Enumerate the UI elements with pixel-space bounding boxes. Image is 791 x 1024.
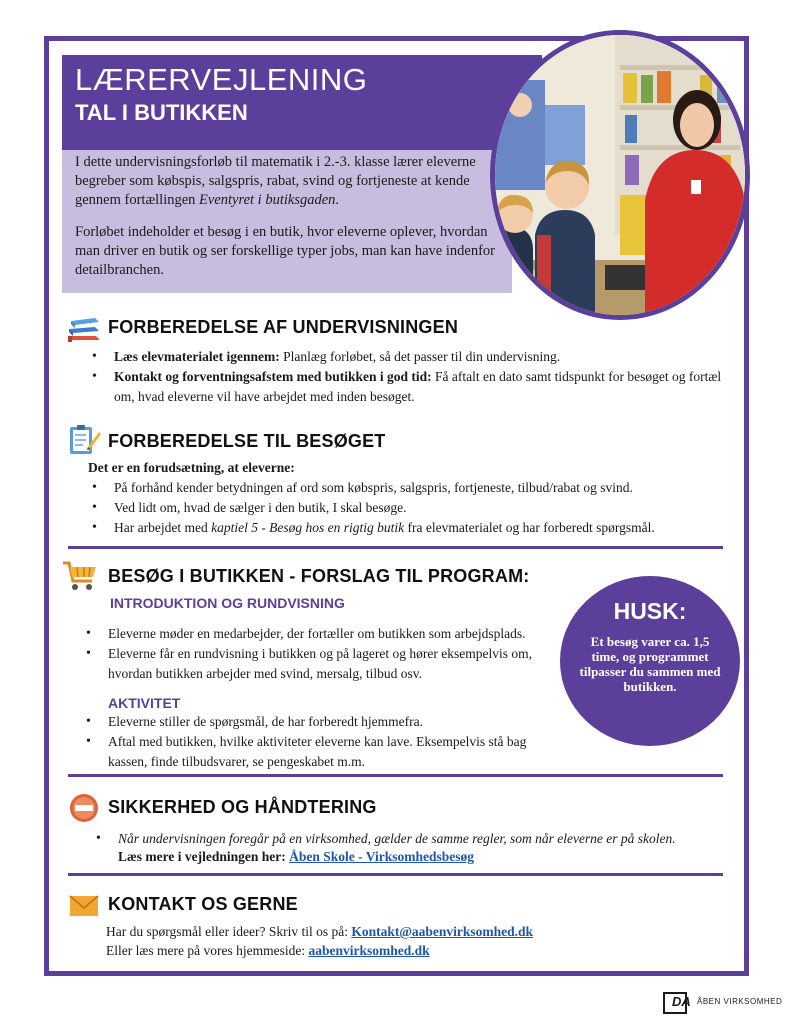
contact-line-1: Har du spørgsmål eller ideer? Skriv til os på: Kontakt@aabenvirksomhed.dk xyxy=(106,924,534,939)
guide-link[interactable]: Åben Skole - Virksomhedsbesøg xyxy=(289,849,475,864)
shopping-cart-icon xyxy=(62,560,98,592)
reminder-badge xyxy=(560,576,740,746)
clipboard-icon xyxy=(66,423,102,455)
activity-list xyxy=(80,712,558,772)
list-item: • Aftal med butikken, hvilke aktiviteter eleverne kan lave. Eksempelvis stå bag kassen, finde tilbudsvarer, se pengeskabet m.m. xyxy=(80,732,558,771)
page-title: LÆRERVEJLENING xyxy=(75,62,368,97)
intro-paragraph-2: Forløbet indeholder et besøg i en butik, hvor eleverne oplever, hvordan man driver en butik og ser forskellige typer jobs, man kan have indenfor detailbranchen. xyxy=(75,224,495,278)
visit-prep-lead: Det er en forudsætning, at eleverne: xyxy=(88,460,295,475)
divider xyxy=(68,546,723,549)
safety-read-more: Læs mere i vejledningen her: Åben Skole - Virksomhedsbesøg xyxy=(118,849,475,864)
section-title-contact: KONTAKT OS GERNE xyxy=(108,894,298,914)
intro-paragraph-1: I dette undervisningsforløb til matematik i 2.-3. klasse lærer eleverne begreber som købspis, salgspris, rabat, svind og fortjeneste at kende gennem fortællingen Eventyret i butiksgaden. xyxy=(75,154,476,208)
website-link[interactable]: aabenvirksomhed.dk xyxy=(308,943,430,958)
subtitle-introduction: INTRODUKTION OG RUNDVISNING xyxy=(110,595,345,611)
logo-wordmark: ÅBEN VIRKSOMHED xyxy=(697,997,783,1006)
section-title-safety: SIKKERHED OG HÅNDTERING xyxy=(108,797,377,817)
list-item: • Læs elevmaterialet igennem: Planlæg forløbet, så det passer til din undervisning. xyxy=(86,347,726,367)
list-item: • På forhånd kender betydningen af ord som købspris, salgspris, fortjeneste, tilbud/rabat og svind. xyxy=(86,478,726,498)
list-item: • Eleverne møder en medarbejder, der fortæller om butikken som arbejdsplads. xyxy=(80,624,558,644)
list-item: • Eleverne får en rundvisning i butikken og på lageret og hører eksempelvis om, hvordan butikken arbejder med svind, mersalg, tilbud osv. xyxy=(80,644,558,683)
safety-list xyxy=(90,829,730,849)
contact-line-2: Eller læs mere på vores hjemmeside: aabenvirksomhed.dk xyxy=(106,943,430,958)
preparation-list xyxy=(86,347,726,407)
list-item: • Når undervisningen foregår på en virksomhed, gælder de samme regler, som når eleverne er på skolen. xyxy=(90,829,730,849)
visit-prep-list xyxy=(86,478,726,538)
section-title-preparation: FORBEREDELSE AF UNDERVISNINGEN xyxy=(108,317,459,337)
subtitle-activity: AKTIVITET xyxy=(108,695,181,711)
list-item: • Eleverne stiller de spørgsmål, de har forberedt hjemmefra. xyxy=(80,712,558,732)
introduction-list xyxy=(80,624,558,684)
list-item: • Har arbejdet med kaptiel 5 - Besøg hos en rigtig butik fra elevmaterialet og har forberedt spørgsmål. xyxy=(86,518,726,538)
reminder-text: Et besøg varer ca. 1,5 time, og programmet tilpasser du sammen med butikken. xyxy=(579,634,721,694)
logo-mark-text: DA xyxy=(672,994,691,1009)
section-title-program: BESØG I BUTIKKEN - FORSLAG TIL PROGRAM: xyxy=(108,566,530,586)
story-title: Eventyret i butiksgaden xyxy=(199,192,336,208)
books-icon xyxy=(66,312,102,344)
divider xyxy=(68,774,723,777)
divider xyxy=(68,873,723,876)
reminder-title: HUSK: xyxy=(613,598,687,624)
section-title-visit-prep: FORBEREDELSE TIL BESØGET xyxy=(108,431,386,451)
envelope-icon xyxy=(66,890,102,922)
contact-text xyxy=(106,922,533,960)
list-item: • Kontakt og forventningsafstem med butikken i god tid: Få aftalt en dato samt tidspunkt for besøget og fortæl om, hvad eleverne vil have arbejdet med inden besøget. xyxy=(86,367,726,406)
list-item: • Ved lidt om, hvad de sælger i den butik, I skal besøge. xyxy=(86,498,726,518)
store-visit-photo xyxy=(490,30,750,320)
intro-text xyxy=(75,153,495,293)
page-subtitle: TAL I BUTIKKEN xyxy=(75,100,248,125)
no-entry-icon xyxy=(66,792,102,824)
email-link[interactable]: Kontakt@aabenvirksomhed.dk xyxy=(351,924,534,939)
